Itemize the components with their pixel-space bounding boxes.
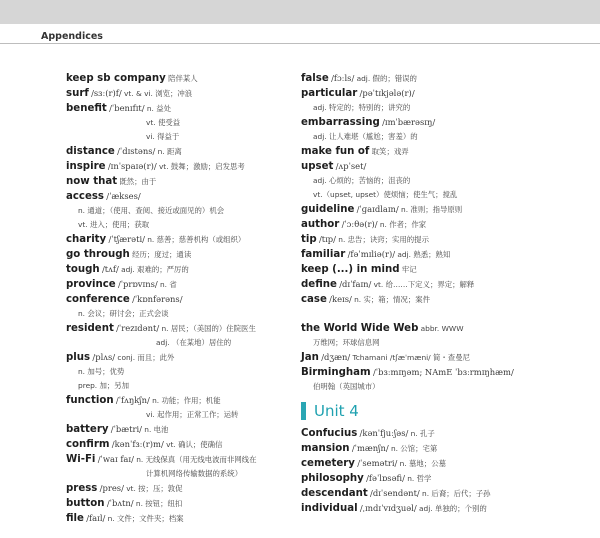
- glossary-entry: [66, 86, 296, 101]
- headword: the World Wide Web: [301, 323, 419, 334]
- headword: province: [66, 279, 116, 290]
- headword: Wi-Fi: [66, 454, 96, 465]
- phonetic: /ˈbɜːmɪŋəm; NAmE ˈbɜːrmɪŋhæm/: [372, 367, 514, 377]
- definition: n. 忠告；诀窍；实用的提示: [338, 235, 429, 244]
- phonetic: /ˈwaɪ faɪ/: [97, 454, 134, 464]
- phonetic: /ˈdɪstəns/: [117, 146, 156, 156]
- glossary-entry: [66, 159, 296, 174]
- phonetic: /ˈrezɪdənt/: [116, 323, 160, 333]
- definition: adj. 假的；错误的: [356, 74, 417, 83]
- phonetic: /kənˈfɜː(r)m/: [111, 439, 164, 449]
- definition: vt. 给……下定义；界定；解释: [373, 280, 475, 289]
- glossary-entry: [301, 501, 596, 516]
- glossary-entry: [301, 144, 596, 159]
- phonetic: /faɪl/: [86, 513, 106, 523]
- definition: n. 公馆；宅第: [390, 444, 438, 453]
- headword: Confucius: [301, 428, 358, 439]
- glossary-entry: [66, 247, 296, 262]
- unit-entries: [301, 426, 596, 516]
- glossary-entry: [66, 511, 296, 526]
- phonetic: /ˈmænʃn/: [351, 443, 389, 453]
- sense-line: adj. （在某地）居住的: [156, 338, 232, 347]
- headword: author: [301, 219, 340, 230]
- glossary-entry: [301, 321, 596, 336]
- phonetic: /tɪp/: [318, 234, 336, 244]
- headword: upset: [301, 161, 334, 172]
- definition: 经历；度过；通读: [132, 250, 192, 259]
- sense-line: vi. 起作用；正常工作；运转: [146, 410, 239, 419]
- headword: embarrassing: [301, 117, 380, 128]
- glossary-entry: [66, 437, 296, 452]
- headword: tough: [66, 264, 100, 275]
- definition: n. 居民；（美国的）住院医生: [161, 324, 256, 333]
- phonetic: /ˈɔːθə(r)/: [341, 219, 378, 229]
- headword: keep (...) in mind: [301, 264, 400, 275]
- unit-accent-bar: [301, 402, 306, 420]
- definition: 陪伴某人: [168, 74, 198, 83]
- sense-line: adj. 特定的；特别的；讲究的: [313, 103, 411, 112]
- headword: now that: [66, 176, 118, 187]
- glossary-entry: [301, 486, 596, 501]
- headword: resident: [66, 323, 114, 334]
- definition: Tchamani /tʃæˈmæni/ 简・查曼尼: [352, 353, 470, 362]
- glossary-entry: [66, 321, 296, 336]
- phonetic: /fɔːls/: [331, 73, 355, 83]
- glossary-entry: [66, 174, 296, 189]
- glossary-entry: [301, 456, 596, 471]
- sense-line: prep. 加；另加: [78, 381, 130, 390]
- headword: keep sb company: [66, 73, 166, 84]
- phonetic: /pres/: [99, 483, 124, 493]
- definition: 牢记: [401, 265, 417, 274]
- glossary-entry: [66, 350, 296, 365]
- headword: mansion: [301, 443, 350, 454]
- definition: n. 作者；作家: [379, 220, 427, 229]
- headword: particular: [301, 88, 358, 99]
- phonetic: /ˈsemətri/: [357, 458, 398, 468]
- headword: define: [301, 279, 337, 290]
- glossary-entry: [66, 496, 296, 511]
- phonetic: /ˈbætri/: [110, 424, 142, 434]
- definition: n. 哲学: [407, 474, 432, 483]
- phonetic: /ˌɪndɪˈvɪdʒuəl/: [359, 503, 417, 513]
- sense-line: vt. 进入；使用；获取: [78, 220, 150, 229]
- glossary-entry: [301, 115, 596, 130]
- phonetic: /ˈtʃærəti/: [108, 234, 145, 244]
- definition: abbr. WWW: [420, 324, 464, 333]
- sense-line: 伯明翰（英国城市）: [313, 382, 380, 391]
- phonetic: /fəˈlɒsəfi/: [366, 473, 405, 483]
- glossary-entry: [301, 262, 596, 277]
- definition: n. 按钮；纽扣: [135, 499, 183, 508]
- headword: access: [66, 191, 104, 202]
- glossary-entry: [301, 232, 596, 247]
- definition: n. 准则；指导原则: [401, 205, 463, 214]
- spacer: [301, 307, 596, 321]
- definition: vt. 确认；使确信: [166, 440, 223, 449]
- headword: confirm: [66, 439, 110, 450]
- headword: make fun of: [301, 146, 370, 157]
- left-column: [66, 71, 296, 526]
- glossary-entry: [301, 471, 596, 486]
- definition: n. 文件；文件夹；档案: [107, 514, 184, 523]
- sense-line: vi. 得益于: [146, 132, 180, 141]
- glossary-entry: [301, 441, 596, 456]
- definition: vt. 按；压；敦促: [126, 484, 183, 493]
- glossary-entry: [66, 393, 296, 408]
- headword: file: [66, 513, 84, 524]
- glossary-entry: [66, 189, 296, 204]
- glossary-entry: [66, 277, 296, 292]
- definition: adj. 熟悉；熟知: [397, 250, 451, 259]
- glossary-entry: [301, 217, 596, 232]
- right-column: [301, 71, 596, 516]
- definition: n. 墓地；公墓: [399, 459, 446, 468]
- phonetic: /plʌs/: [92, 352, 116, 362]
- headword: surf: [66, 88, 89, 99]
- sense-line: n. 会议；研讨会；正式会谈: [78, 309, 169, 318]
- headword: conference: [66, 294, 130, 305]
- definition: vt. & vi. 浏览；冲浪: [124, 89, 193, 98]
- headword: inspire: [66, 161, 106, 172]
- headword: charity: [66, 234, 107, 245]
- definition: conj. 而且；此外: [117, 353, 175, 362]
- definition: n. 益处: [146, 104, 172, 113]
- phonetic: /ˈbenɪfɪt/: [109, 103, 145, 113]
- headword: press: [66, 483, 98, 494]
- sense-line: adj. 心烦的；苦恼的；沮丧的: [313, 176, 411, 185]
- headword: Birmingham: [301, 367, 371, 378]
- glossary-entry: [301, 202, 596, 217]
- glossary-entry: [66, 452, 296, 467]
- glossary-entry: [301, 86, 596, 101]
- sense-line: vt. 使受益: [146, 118, 181, 127]
- headword: distance: [66, 146, 115, 157]
- phonetic: /tʌf/: [101, 264, 119, 274]
- headword: function: [66, 395, 114, 406]
- definition: n. 孔子: [410, 429, 435, 438]
- sense-line: vt.（upset, upset）使烦恼；使生气；搅乱: [313, 190, 458, 199]
- phonetic: /kənˈfjuːʃəs/: [359, 428, 409, 438]
- glossary-entry: [66, 262, 296, 277]
- definition: n. 无线保真（用无线电波而非网线在: [136, 455, 257, 464]
- glossary-entry: [66, 292, 296, 307]
- headword: familiar: [301, 249, 346, 260]
- definition: n. 实；箱；情况；案件: [354, 295, 431, 304]
- phonetic: /ɪmˈbærəsɪŋ/: [382, 117, 436, 127]
- glossary-entry: [301, 426, 596, 441]
- sense-line: 万维网；环球信息网: [313, 338, 380, 347]
- glossary-entry: [301, 350, 596, 365]
- definition: adj. 单独的；个别的: [419, 504, 487, 513]
- glossary-entry: [66, 422, 296, 437]
- phonetic: /ˈɡaɪdlaɪn/: [356, 204, 399, 214]
- headword: false: [301, 73, 329, 84]
- unit-heading: [301, 400, 596, 422]
- glossary-entry: [66, 232, 296, 247]
- sense-line: n. 加号；优势: [78, 367, 125, 376]
- phonetic: /ʌpˈset/: [335, 161, 367, 171]
- definition: 取笑；戏弄: [371, 147, 409, 156]
- phonetic: /keɪs/: [329, 294, 352, 304]
- headword: Jan: [301, 352, 319, 363]
- headword: philosophy: [301, 473, 364, 484]
- glossary-entry: [66, 71, 296, 86]
- glossary-entry: [66, 101, 296, 116]
- glossary-entry: [301, 159, 596, 174]
- headword: individual: [301, 503, 358, 514]
- glossary-entry: [66, 144, 296, 159]
- section-label: Appendices: [41, 31, 103, 42]
- glossary-entry: [301, 71, 596, 86]
- phonetic: /ˈbʌtn/: [106, 498, 134, 508]
- headword: case: [301, 294, 327, 305]
- definition: n. 距离: [157, 147, 182, 156]
- definition: adj. 艰难的；严厉的: [121, 265, 189, 274]
- glossary-entry: [301, 365, 596, 380]
- right-entries: [301, 71, 596, 394]
- phonetic: /ɪnˈspaɪə(r)/: [107, 161, 157, 171]
- headword: tip: [301, 234, 317, 245]
- phonetic: /ˈprɒvɪns/: [117, 279, 158, 289]
- headword: cemetery: [301, 458, 355, 469]
- sense-line: adj. 让人难堪（尴尬；害羞）的: [313, 132, 418, 141]
- unit-title: Unit 4: [314, 402, 359, 420]
- definition: n. 功能；作用；机能: [152, 396, 221, 405]
- headword: guideline: [301, 204, 355, 215]
- headword: descendant: [301, 488, 368, 499]
- phonetic: /dɪˈsendənt/: [370, 488, 420, 498]
- phonetic: /dɪˈfaɪn/: [339, 279, 372, 289]
- phonetic: /ˈkɒnfərəns/: [132, 294, 183, 304]
- phonetic: /dʒæn/: [321, 352, 351, 362]
- headword: benefit: [66, 103, 107, 114]
- glossary-entry: [301, 247, 596, 262]
- header-rule: [0, 43, 600, 44]
- definition: n. 后裔；后代；子孙: [422, 489, 491, 498]
- phonetic: /sɜː(r)f/: [91, 88, 122, 98]
- phonetic: /ˈfʌŋkʃn/: [115, 395, 150, 405]
- glossary-entry: [66, 481, 296, 496]
- phonetic: /pəˈtɪkjələ(r)/: [359, 88, 415, 98]
- glossary-entry: [301, 292, 596, 307]
- definition: n. 慈善；慈善机构（或组织）: [147, 235, 246, 244]
- headword: go through: [66, 249, 130, 260]
- phonetic: /fəˈmɪliə(r)/: [347, 249, 396, 259]
- definition: n. 电池: [144, 425, 169, 434]
- headword: button: [66, 498, 105, 509]
- definition: vt. 鼓舞；激励；启发思考: [158, 162, 245, 171]
- definition: 既然；由于: [119, 177, 157, 186]
- glossary-entry: [301, 277, 596, 292]
- definition: n. 省: [160, 280, 177, 289]
- headword: plus: [66, 352, 91, 363]
- sense-line: 计算机网络传输数据的系统）: [146, 469, 243, 478]
- headword: battery: [66, 424, 109, 435]
- top-band: [0, 0, 600, 24]
- phonetic: /ˈækses/: [106, 191, 141, 201]
- sense-line: n. 通道；（使用、查阅、接近或面见的）机会: [78, 206, 225, 215]
